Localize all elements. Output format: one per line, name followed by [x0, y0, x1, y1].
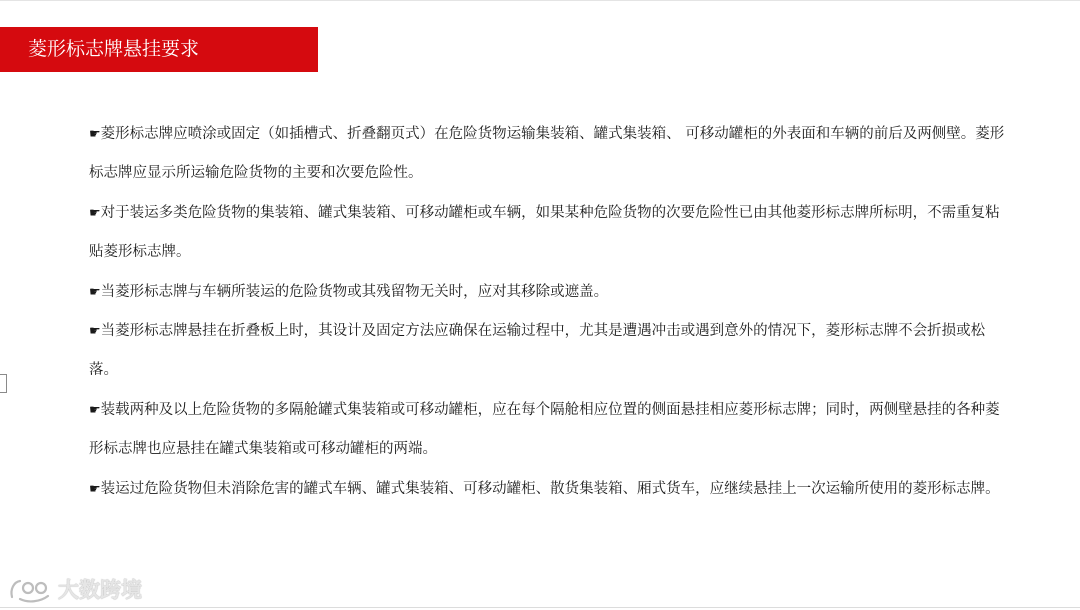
requirement-item-5	[89, 391, 1009, 470]
title-banner	[0, 27, 318, 72]
requirement-item-1	[89, 115, 1009, 194]
pointing-hand-icon: ☛	[89, 324, 101, 340]
top-divider	[0, 0, 1080, 1]
pointing-hand-icon: ☛	[89, 481, 101, 497]
slide-edge-handle[interactable]	[0, 374, 7, 393]
requirement-text: 当菱形标志牌悬挂在折叠板上时，其设计及固定方法应确保在运输过程中，尤其是遭遇冲击或遇到意外的情况下，菱形标志牌不会折损或松落。	[89, 323, 986, 379]
requirement-text: 对于装运多类危险货物的集装箱、罐式集装箱、可移动罐柜或车辆，如果某种危险货物的次要危险性已由其他菱形标志牌所标明，不需重复粘贴菱形标志牌。	[89, 204, 1000, 261]
requirements-list	[89, 115, 1009, 509]
requirement-item-4	[89, 312, 1009, 391]
pointing-hand-icon: ☛	[89, 205, 101, 221]
requirement-text: 装运过危险货物但未消除危害的罐式车辆、罐式集装箱、可移动罐柜、散货集装箱、厢式货车，应继续悬挂上一次运输所使用的菱形标志牌。	[100, 480, 1000, 497]
watermark-text: 大数跨境	[58, 578, 142, 602]
requirement-item-2	[89, 194, 1009, 273]
brand-logo-icon	[8, 575, 54, 603]
requirement-item-6	[89, 470, 1009, 509]
pointing-hand-icon: ☛	[89, 127, 101, 142]
pointing-hand-icon: ☛	[89, 402, 101, 418]
pointing-hand-icon: ☛	[89, 284, 101, 300]
requirement-text: 装载两种及以上危险货物的多隔舱罐式集装箱或可移动罐柜，应在每个隔舱相应位置的侧面悬挂相应菱形标志牌；同时，两侧壁悬挂的各种菱形标志牌也应悬挂在罐式集装箱或可移动罐柜的两端。	[89, 401, 1000, 458]
page-title: 菱形标志牌悬挂要求	[28, 38, 200, 60]
bottom-divider	[0, 607, 1080, 608]
requirement-text: 菱形标志牌应喷涂或固定（如插槽式、折叠翻页式）在危险货物运输集装箱、罐式集装箱、 可移动罐柜的外表面和车辆的前后及两侧壁。菱形标志牌应显示所运输危险货物的主要和次要危险性。	[89, 126, 1005, 182]
watermark	[8, 572, 142, 606]
requirement-text: 当菱形标志牌与车辆所装运的危险货物或其残留物无关时，应对其移除或遮盖。	[100, 283, 609, 300]
requirement-item-3	[89, 273, 1009, 312]
